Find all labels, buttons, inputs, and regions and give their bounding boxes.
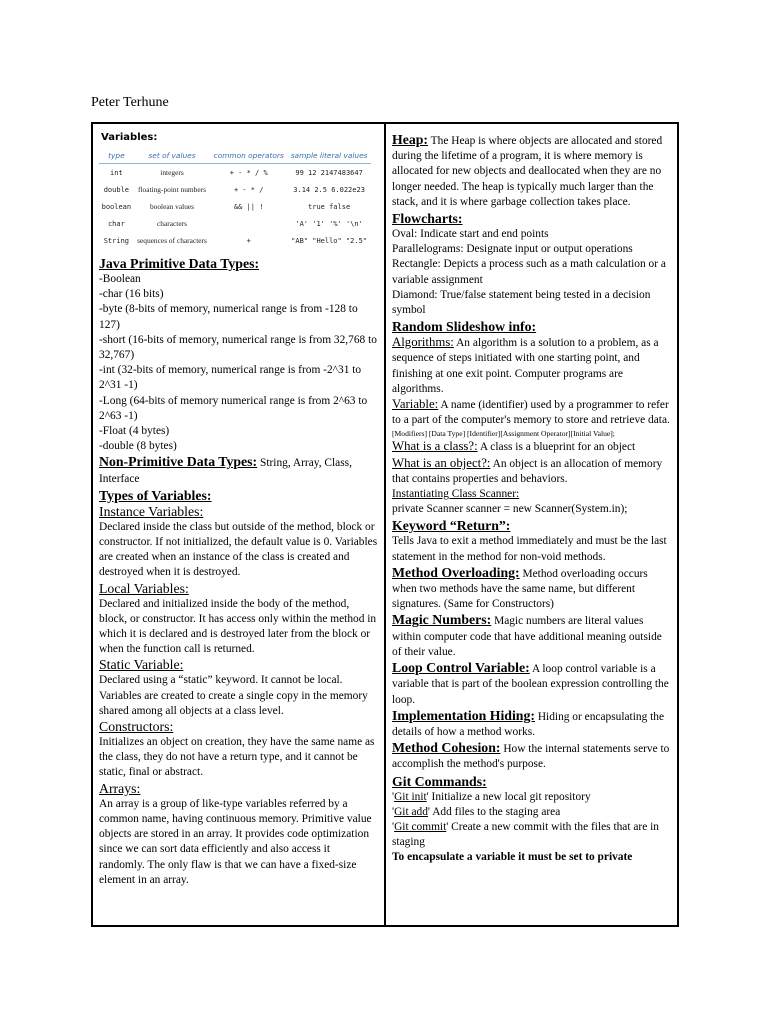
algorithms-paragraph xyxy=(392,335,672,397)
git-command-desc: ' Create a new commit with the files that are in staging xyxy=(392,820,659,849)
table-row xyxy=(99,164,371,182)
constructors-heading: Constructors: xyxy=(99,719,174,735)
primitive-type-item: -Float (4 bytes) xyxy=(99,425,170,438)
encapsulation-note: To encapsulate a variable it must be set to private xyxy=(392,851,633,864)
primitive-type-item: -double (8 bytes) xyxy=(99,440,177,453)
primitive-type-item: -int (32-bits of memory, numerical range is from -2^31 to 2^31 -1) xyxy=(99,364,362,392)
flowchart-item: Rectangle: Depicts a process such as a math calculation or a variable assignment xyxy=(392,258,666,286)
magic-numbers-paragraph xyxy=(392,612,672,660)
types-of-variables-heading: Types of Variables: xyxy=(99,487,212,503)
return-heading: Keyword “Return”: xyxy=(392,518,511,534)
declaration-syntax: [Modifiers] [Data Type] [Identifier][Assignment Operator][Initial Value]; xyxy=(392,429,615,439)
primitive-type-item: -byte (8-bits of memory, numerical range is from -128 to 127) xyxy=(99,303,358,331)
arrays-heading: Arrays: xyxy=(99,780,141,796)
implementation-hiding-text: Hiding or encapsulating the details of how a method works. xyxy=(392,710,665,738)
table-cell: characters xyxy=(157,219,187,228)
primitive-types-heading: Java Primitive Data Types: xyxy=(99,256,260,271)
method-cohesion-heading: Method Cohesion: xyxy=(392,740,501,756)
git-command-item: 'Git commit' Create a new commit with the files that are in staging xyxy=(392,820,659,849)
variables-table xyxy=(99,149,371,249)
table-header-row xyxy=(99,149,371,164)
object-text: An object is an allocation of memory that contains properties and behaviors. xyxy=(392,457,663,485)
loop-control-paragraph xyxy=(392,660,672,708)
table-row xyxy=(99,232,371,249)
non-primitive-text: String, Array, Class, Interface xyxy=(99,457,352,485)
table-header: common operators xyxy=(210,149,287,164)
flowchart-item: Parallelograms: Designate input or output operations xyxy=(392,243,633,256)
table-row xyxy=(99,198,371,215)
static-variable-heading: Static Variable: xyxy=(99,657,184,673)
git-command-name: Git commit xyxy=(394,820,447,833)
object-label: What is an object?: xyxy=(392,455,491,470)
cheat-sheet xyxy=(91,122,679,927)
method-cohesion-paragraph xyxy=(392,740,672,757)
git-command-name: Git add xyxy=(394,805,428,818)
table-cell: double xyxy=(103,185,130,194)
implementation-hiding-paragraph xyxy=(392,708,672,740)
instance-variables-text: Declared inside the class but outside of the method, block or constructor. If not initialized, the default value is 0. Variables are created when an instance of the class is created and destroyed when it is destroyed. xyxy=(99,520,378,579)
overloading-text: Method overloading occurs when two methods have the same name, but different signatures. (Same for Constructors) xyxy=(392,567,648,611)
table-cell: + - * / xyxy=(233,185,264,194)
table-cell: "AB" "Hello" "2.5" xyxy=(291,236,368,245)
class-text: A class is a blueprint for an object xyxy=(477,441,636,454)
primitive-type-item: -short (16-bits of memory, numerical range is from 32,768 to 32,767) xyxy=(99,333,377,362)
heap-heading: Heap: xyxy=(392,132,429,147)
loop-control-text: A loop control variable is a variable that is part of the boolean expression controlling the loop. xyxy=(392,663,669,706)
primitive-type-item: -Boolean xyxy=(99,273,141,285)
return-text: Tells Java to exit a method immediately and must be the last statement in the method for non-void methods. xyxy=(392,535,667,563)
table-cell: + - * / % xyxy=(229,168,268,177)
overloading-paragraph xyxy=(392,565,672,613)
non-primitive-heading: Non-Primitive Data Types: xyxy=(99,454,258,470)
class-label: What is a class?: xyxy=(392,439,478,454)
instance-variables-heading: Instance Variables: xyxy=(99,503,204,519)
table-cell: boolean values xyxy=(149,202,195,211)
static-variable-text: Declared using a “static” keyword. It cannot be local. Variables are created to create a single copy in the memory shared among all objects at a class level. xyxy=(99,674,368,717)
variables-table-title: Variables: xyxy=(101,132,158,143)
table-row xyxy=(99,215,371,232)
table-cell: && || ! xyxy=(233,202,264,211)
git-command-item: 'Git init' Initialize a new local git repository xyxy=(392,790,591,803)
variable-label: Variable: xyxy=(392,397,439,412)
heap-paragraph xyxy=(392,132,672,210)
table-header: type xyxy=(99,149,134,164)
variable-text: A name (identifier) used by a programmer to refer to a part of the computer's memory to store and retrieve data. xyxy=(392,399,670,427)
implementation-hiding-heading: Implementation Hiding: xyxy=(392,707,535,723)
left-column xyxy=(93,124,386,925)
algorithms-label: Algorithms: xyxy=(392,335,454,350)
local-variables-heading: Local Variables: xyxy=(99,580,189,596)
local-variables-text: Declared and initialized inside the body of the method, block, or constructor. It has access only within the method in which it is declared and is destroyed later from the block or when the function call is returned. xyxy=(99,597,377,656)
table-cell: integers xyxy=(160,168,184,177)
right-column xyxy=(386,124,677,925)
git-command-name: Git init xyxy=(394,790,427,803)
git-commands-heading: Git Commands: xyxy=(392,773,487,789)
git-command-desc: ' Initialize a new local git repository xyxy=(426,790,591,803)
primitive-type-item: -Long (64-bits of memory numerical range is from 2^63 to 2^63 -1) xyxy=(99,394,368,422)
table-cell: int xyxy=(110,168,123,177)
table-cell: floating-point numbers xyxy=(138,185,206,194)
author-name: Peter Terhune xyxy=(91,95,169,110)
flowcharts-heading: Flowcharts: xyxy=(392,211,463,227)
table-cell: sequences of characters xyxy=(137,236,207,245)
magic-numbers-heading: Magic Numbers: xyxy=(392,612,492,628)
table-cell: boolean xyxy=(101,202,132,211)
method-cohesion-text: How the internal statements serve to xyxy=(500,743,670,756)
non-primitive-paragraph xyxy=(99,454,378,486)
table-cell: 99 12 2147483647 xyxy=(295,168,363,177)
flowchart-item: Oval: Indicate start and end points xyxy=(392,228,549,241)
git-command-desc: ' Add files to the staging area xyxy=(427,805,561,818)
overloading-heading: Method Overloading: xyxy=(392,564,520,580)
table-cell: true false xyxy=(308,202,351,211)
table-cell xyxy=(210,215,287,232)
constructors-text: Initializes an object on creation, they have the same name as the class, they do not have a return type, and it cannot be static, final or abstract. xyxy=(99,736,375,779)
flowchart-item: Diamond: True/false statement being tested in a decision symbol xyxy=(392,288,651,317)
table-cell: 'A' '1' '%' '\n' xyxy=(295,219,363,228)
scanner-label: Instantiating Class Scanner: xyxy=(392,488,520,501)
loop-control-heading: Loop Control Variable: xyxy=(392,660,530,676)
heap-text: The Heap is where objects are allocated and stored during the lifetime of a program, it is where memory is allocated for new objects and deallocated when they are no longer needed. The heap is typically much larger than the stack, and it is where garbage collection takes place. xyxy=(392,135,663,208)
table-header: sample literal values xyxy=(287,149,371,164)
table-cell: 3.14 2.5 6.022e23 xyxy=(293,185,365,194)
magic-numbers-text: Magic numbers are literal values within computer code that have additional meaning outside of their value. xyxy=(392,615,662,658)
class-paragraph xyxy=(392,439,672,455)
object-paragraph xyxy=(392,456,672,487)
table-cell: char xyxy=(107,219,125,228)
algorithms-text: An algorithm is a solution to a problem, as a sequence of steps initiated with one starting point, and finishing at one exit point. Computer programs are algorithms. xyxy=(392,337,659,395)
random-slideshow-heading: Random Slideshow info: xyxy=(392,319,537,335)
variables-table-figure xyxy=(99,132,378,249)
variable-paragraph xyxy=(392,397,672,428)
table-row xyxy=(99,181,371,198)
table-cell: + xyxy=(246,236,251,245)
git-command-item: 'Git add' Add files to the staging area xyxy=(392,805,561,818)
primitive-type-item: -char (16 bits) xyxy=(99,288,164,301)
table-header: set of values xyxy=(134,149,211,164)
arrays-text: An array is a group of like-type variables referred by a common name, having continuous memory. Primitive value objects are stored in an array. It provides code optimization since we can sort data efficiently and also access it randomly. The only flaw is that we can have a fixed-size element in an array. xyxy=(99,797,372,886)
method-cohesion-text-2: accomplish the method's purpose. xyxy=(392,758,546,771)
table-cell: String xyxy=(103,236,130,245)
scanner-code: private Scanner scanner = new Scanner(System.in); xyxy=(392,503,628,516)
